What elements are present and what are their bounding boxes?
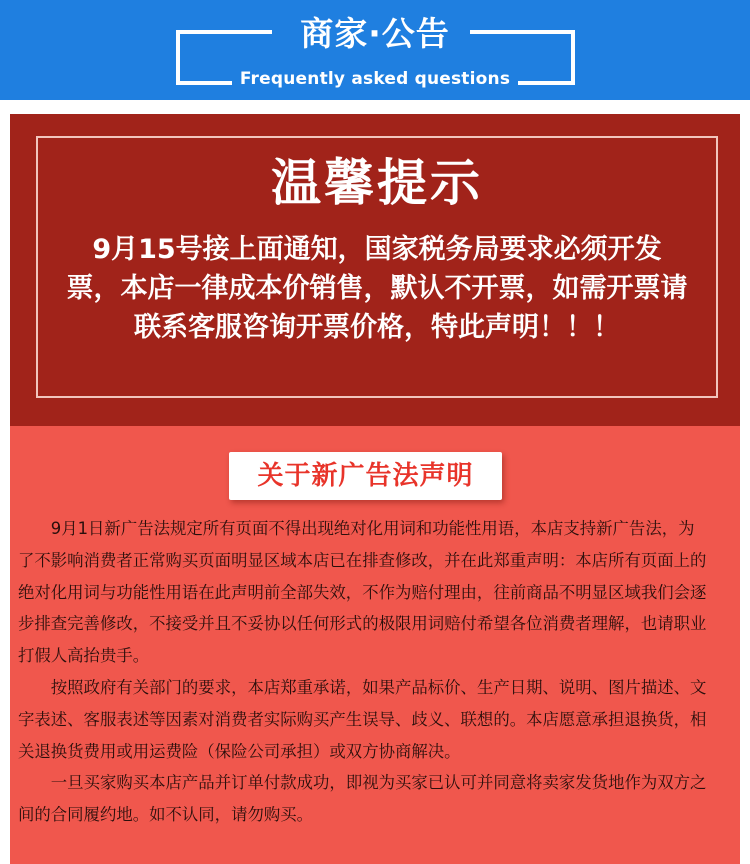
notice-body: 9月15号接上面通知，国家税务局要求必须开发票，本店一律成本价销售，默认不开票，如需开票请联系客服咨询开票价格，特此声明！！！ [66, 234, 688, 343]
statement-section [10, 426, 740, 864]
notice-title: 温馨提示 [271, 154, 483, 212]
statement-paragraph-1: 9月1日新广告法规定所有页面不得出现绝对化用词和功能性用语，本店支持新广告法，为了不影响消费者正常购买页面明显区域本店已在排查修改，并在此郑重声明：本店所有页面上的绝对化用词与功能性用语在此声明前全部失效，不作为赔付理由，往前商品不明显区域我们会逐步排查完善修改，不接受并且不妥协以任何形式的极限用词赔付希望各位消费者理解，也请职业打假人高抬贵手。 [18, 519, 707, 666]
header-banner [0, 0, 750, 100]
header-subtitle: Frequently asked questions [232, 68, 518, 90]
notice-section [10, 114, 740, 426]
statement-body [18, 513, 708, 831]
statement-title: 关于新广告法声明 [229, 452, 502, 500]
statement-paragraph-2: 按照政府有关部门的要求，本店郑重承诺，如果产品标价、生产日期、说明、图片描述、文字表述、客服表述等因素对消费者实际购买产生误导、歧义、联想的。本店愿意承担退换货，相关退换货费用或用运费险（保险公司承担）或双方协商解决。 [18, 677, 707, 761]
statement-paragraph-3: 一旦买家购买本店产品并订单付款成功，即视为买家已认可并同意将卖家发货地作为双方之间的合同履约地。如不认同，请勿购买。 [18, 773, 707, 825]
header-title: 商家·公告 [300, 14, 450, 53]
notice-frame [36, 136, 718, 398]
header-frame-top-left [176, 30, 272, 34]
